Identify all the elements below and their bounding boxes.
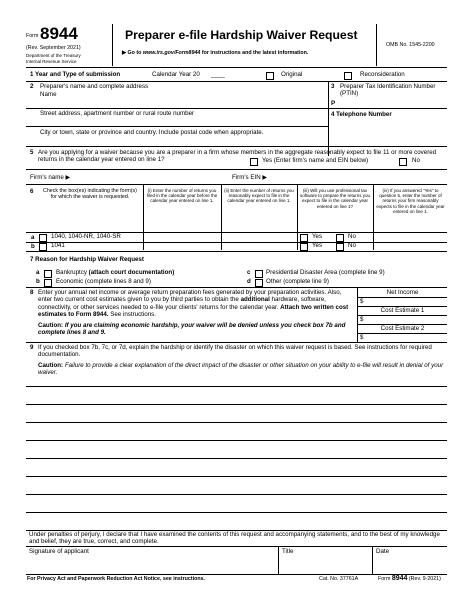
line6a-yes-label: Yes xyxy=(312,233,323,240)
line8-num: 8 xyxy=(30,289,34,296)
firm-name-label: Firm's name ▶ xyxy=(30,174,71,181)
line7-label: 7 Reason for Hardship Waiver Request xyxy=(30,256,144,263)
line6-num: 6 xyxy=(30,188,34,195)
line7d-letter: d xyxy=(247,278,251,285)
line7a-label: Bankruptcy (attach court documentation) xyxy=(56,269,175,276)
line6a-checkbox[interactable] xyxy=(39,234,47,242)
explanation-line[interactable] xyxy=(26,404,447,405)
line9-num: 9 xyxy=(30,344,34,351)
line7b-checkbox[interactable] xyxy=(44,279,52,287)
goto-line: ▶ Go to www.irs.gov/Form8944 for instructions and the latest information. xyxy=(122,50,309,56)
net-income-field[interactable] xyxy=(368,298,444,306)
line6a-no-checkbox[interactable] xyxy=(336,234,344,242)
line5-yes-checkbox[interactable] xyxy=(250,158,258,166)
ptin-p: P xyxy=(331,100,336,107)
line6b-no-label: No xyxy=(348,242,356,249)
calendar-year-label: Calendar Year 20 xyxy=(152,71,200,78)
reconsideration-checkbox[interactable] xyxy=(344,72,352,80)
line6a-no-label: No xyxy=(348,233,356,240)
line6-col-iv-header: (iv) If you answered "Yes" to question 5, enter the number of returns your firm reasonably expects to file in the calendar year entered on line 1. xyxy=(376,188,445,214)
explanation-line[interactable] xyxy=(26,458,447,459)
signature-label: Signature of applicant xyxy=(29,548,89,555)
line5-yes-label: Yes (Enter firm's name and EIN below) xyxy=(262,157,369,164)
form-number: 8944 xyxy=(40,24,78,43)
line2-label: Preparer's name and complete address xyxy=(40,83,149,90)
perjury-statement: Under penalties of perjury, I declare that I have examined the contents of this request and accompanying statements, and to the best of my knowledge and belief, they are true, correct, and complete. xyxy=(29,531,440,546)
irs-link[interactable]: www.irs.gov/Form8944 xyxy=(142,50,201,56)
explanation-line[interactable] xyxy=(26,476,447,477)
cat-number: Cat. No. 37761A xyxy=(319,576,359,582)
footer-form-id: Form 8944 (Rev. 9-2021) xyxy=(378,575,441,582)
line5-text: Are you applying for a waiver because you are a preparer in a firm whose members in the aggregate reasonably expect to file 11 or more covered returns in the calendar year entered on line 1? xyxy=(38,149,437,164)
cost-estimate-1-label: Cost Estimate 1 xyxy=(380,307,425,314)
line4-label: 4 Telephone Number xyxy=(331,111,392,118)
line2-num: 2 xyxy=(30,83,34,90)
reconsideration-label: Reconsideration xyxy=(360,71,405,78)
date-field[interactable] xyxy=(376,556,444,572)
explanation-line[interactable] xyxy=(26,512,447,513)
original-label: Original xyxy=(281,71,303,78)
line7b-letter: b xyxy=(36,278,40,285)
line9-text: If you checked box 7b, 7c, or 7d, explain the hardship or identify the disaster on which this waiver request is based. See instructions for required documentation. xyxy=(38,344,432,359)
explanation-line[interactable] xyxy=(26,386,447,387)
line6-form-header: Check the box(es) indicating the form(s) for which the waiver is requested. xyxy=(43,188,137,201)
line6b-no-checkbox[interactable] xyxy=(336,243,344,251)
line3-label: Preparer Tax Identification Number (PTIN) xyxy=(340,83,436,98)
line6b-checkbox[interactable] xyxy=(39,243,47,251)
line1-label: 1 Year and Type of submission xyxy=(30,71,121,78)
net-income-label: Net Income xyxy=(386,289,419,296)
cost-estimate-1-dollar: $ xyxy=(360,316,364,323)
title-field[interactable] xyxy=(282,556,370,572)
cost-estimate-2-label: Cost Estimate 2 xyxy=(380,325,425,332)
line7d-label: Other (complete line 9) xyxy=(266,278,329,285)
original-checkbox[interactable] xyxy=(266,72,274,80)
irs-name: Internal Revenue Service xyxy=(26,59,77,64)
privacy-notice: For Privacy Act and Paperwork Reduction Act Notice, see instructions. xyxy=(27,576,205,582)
line6b-yes-label: Yes xyxy=(312,242,323,249)
line6a-yes-checkbox[interactable] xyxy=(300,234,308,242)
line7d-checkbox[interactable] xyxy=(255,279,263,287)
line7b-label: Economic (complete lines 8 and 9) xyxy=(56,278,151,285)
line9-caution: Caution: Failure to provide a clear explanation of the direct impact of the disaster or other situation on your ability to e-file will result in denial of your waiver. xyxy=(38,362,444,377)
explanation-line[interactable] xyxy=(26,440,447,441)
line8-caution: Caution: If you are claiming economic hardship, your waiver will be denied unless you check box 7b and complete lines 8 and 9. xyxy=(38,322,346,337)
line8-text: Enter your annual net income or average return preparation fees generated by your preparation activities. Also, enter two current cost estimates given to you by third parties to obtain the additional hardware, software, connectivity, or other services needed to e-file your clients' returns for the calendar year. Attach two written cost estimates to Form 8944. See instructions. xyxy=(38,289,349,319)
explanation-line[interactable] xyxy=(26,494,447,495)
line5-no-label: No xyxy=(412,157,420,164)
explanation-line[interactable] xyxy=(26,422,447,423)
revision: (Rev. September 2021) xyxy=(26,45,81,51)
street-label: Street address, apartment number or rural route number xyxy=(40,110,195,117)
firm-ein-label: Firm's EIN ▶ xyxy=(232,174,268,181)
cost-estimate-2-dollar: $ xyxy=(360,334,364,341)
net-income-dollar: $ xyxy=(360,298,364,305)
omb-number: OMB No. 1545-2200 xyxy=(386,42,435,48)
signature-field[interactable] xyxy=(29,556,274,572)
line6-col-iii-header: (iii) Will you use professional tax software to prepare the returns you expect to file in the calendar year entered on line 1? xyxy=(299,188,371,209)
line7c-label: Presidential Disaster Area (complete line 9) xyxy=(266,269,385,276)
line3-num: 3 xyxy=(331,83,335,90)
line7c-letter: c xyxy=(247,269,251,276)
line5-num: 5 xyxy=(30,149,34,156)
line7a-letter: a xyxy=(36,269,40,276)
department: Department of the Treasury xyxy=(26,53,81,58)
line7a-checkbox[interactable] xyxy=(44,270,52,278)
line6-col-i-header: (i) Enter the number of returns you filed in the calendar year before the calendar year entered on line 1. xyxy=(146,188,218,204)
line6b-form: 1041 xyxy=(51,242,65,249)
form-word: Form xyxy=(26,33,39,39)
line6-col-ii-header: (ii) Enter the number of returns you reasonably expect to file in the calendar year entered on line 1. xyxy=(224,188,294,204)
calendar-year-field[interactable]: ____ xyxy=(211,71,225,78)
line2-name-label: Name xyxy=(40,91,57,98)
line6b-yes-checkbox[interactable] xyxy=(300,243,308,251)
line6a-form: 1040, 1040-NR, 1040-SR xyxy=(51,233,121,240)
city-label: City or town, state or province and country. Include postal code when appropriate. xyxy=(40,129,264,136)
line5-no-checkbox[interactable] xyxy=(399,158,407,166)
form-title: Preparer e-file Hardship Waiver Request xyxy=(125,28,358,42)
line7c-checkbox[interactable] xyxy=(255,270,263,278)
line6a-letter: a xyxy=(31,234,35,241)
cost-estimate-1-field[interactable] xyxy=(368,316,444,324)
title-label: Title xyxy=(282,548,294,555)
date-label: Date xyxy=(376,548,390,555)
cost-estimate-2-field[interactable] xyxy=(368,334,444,342)
line6b-letter: b xyxy=(31,243,35,250)
